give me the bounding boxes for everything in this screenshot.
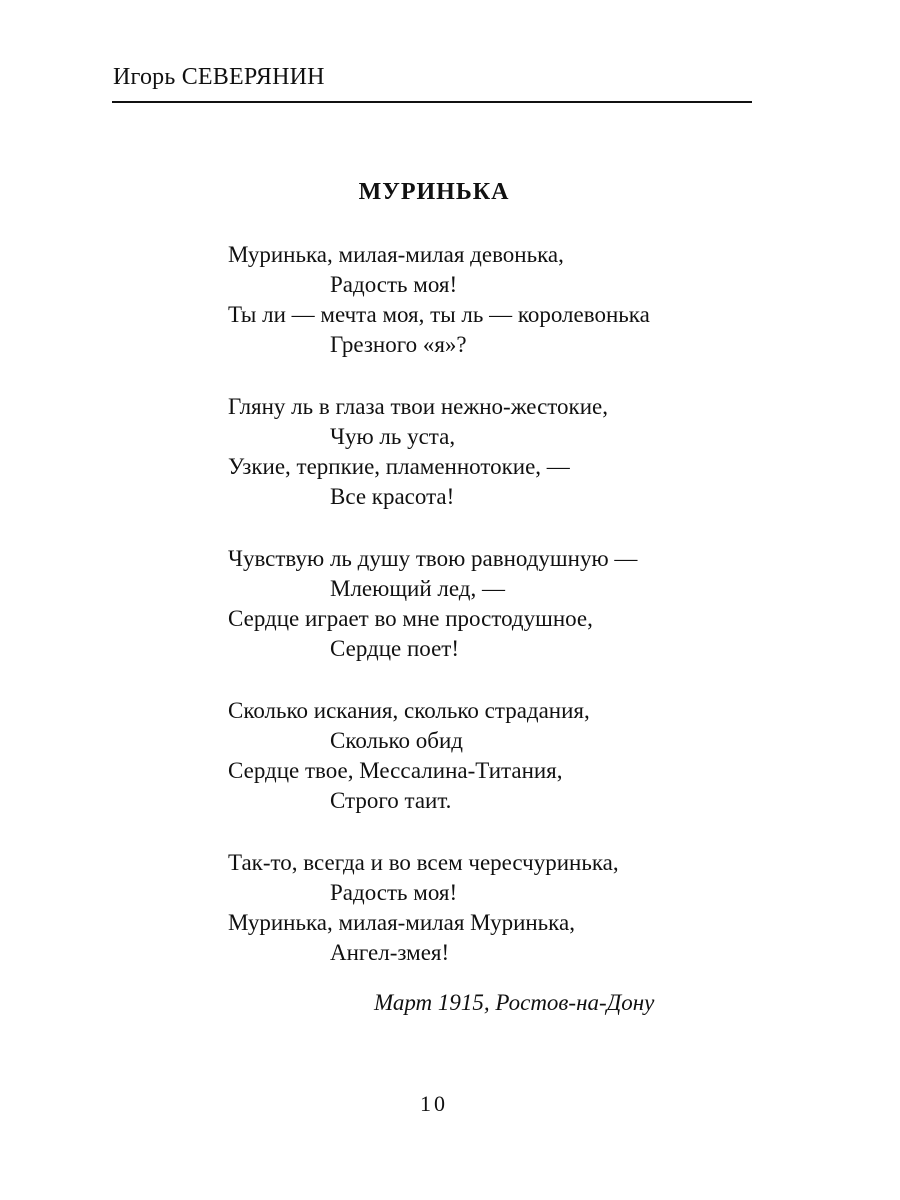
stanza-1 bbox=[228, 240, 788, 360]
poem-line: Сколько искания, сколько страдания, bbox=[228, 698, 590, 723]
poem-title: МУРИНЬКА bbox=[358, 179, 510, 205]
page-number: 10 bbox=[420, 1091, 448, 1116]
poem-line: Гляну ль в глаза твои нежно-жестокие, bbox=[228, 394, 608, 419]
running-head-author: Игорь СЕВЕРЯНИН bbox=[113, 64, 325, 90]
poem-line: Строго таит. bbox=[330, 788, 452, 813]
poem-line: Сколько обид bbox=[330, 728, 463, 753]
poem-line: Сердце поет! bbox=[330, 636, 460, 661]
poem-line: Грезного «я»? bbox=[330, 332, 467, 357]
stanza-4 bbox=[228, 696, 788, 816]
header-rule bbox=[112, 101, 752, 103]
poem-dateline: Март 1915, Ростов-на-Дону bbox=[374, 990, 655, 1015]
poem-line: Сердце играет во мне простодушное, bbox=[228, 606, 593, 631]
poem-line: Узкие, терпкие, пламеннотокие, — bbox=[228, 454, 570, 479]
poem-line: Так-то, всегда и во всем чересчуринька, bbox=[228, 850, 619, 875]
poem-line: Ангел-змея! bbox=[330, 940, 450, 965]
poem-line: Чувствую ль душу твою равнодушную — bbox=[228, 546, 638, 571]
poem-line: Млеющий лед, — bbox=[330, 576, 505, 601]
poem-line: Радость моя! bbox=[330, 272, 458, 297]
stanza-5 bbox=[228, 848, 788, 968]
poem-line: Муринька, милая-милая Муринька, bbox=[228, 910, 575, 935]
poem-line: Все красота! bbox=[330, 484, 455, 509]
poem-line: Сердце твое, Мессалина-Титания, bbox=[228, 758, 563, 783]
stanza-3 bbox=[228, 544, 788, 664]
poem-line: Ты ли — мечта моя, ты ль — королевонька bbox=[228, 302, 650, 327]
poem-line: Муринька, милая-милая девонька, bbox=[228, 242, 564, 267]
stanza-2 bbox=[228, 392, 788, 512]
poem-body bbox=[228, 240, 788, 968]
poem-line: Радость моя! bbox=[330, 880, 458, 905]
poem-line: Чую ль уста, bbox=[330, 424, 456, 449]
